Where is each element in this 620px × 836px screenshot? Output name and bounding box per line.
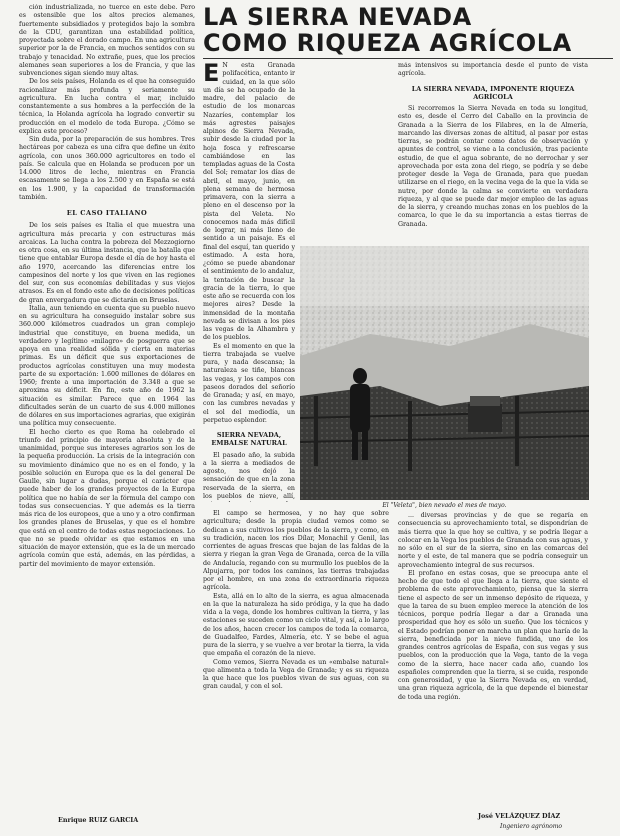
paragraph: El campo se hermosea, y no hay que sobre agricultura; desde la propia ciudad vemos como se dedican a sus cultivos los pueblos de la sierra, y como, en su tradición, nacen los ríos Dílar, Monachil y Genil, las corrientes de aguas frescas que bajan de las faldas de la sierra y riegan la gran Vega de Granada, cerca de la villa de Andalucía, regando con su murmullo los pueblos de la Alpujarra, por todos los caminos, las tierras trabajadas por el hombre, en una zona de extraordinaria riqueza agrícola. [203, 510, 389, 592]
paragraph: Es el momento en que la tierra trabajada se vuelve pura, y nada descansa; la naturaleza se tiñe, blancas las vegas, y los campos con paseos dorados del señorío de Granada; y así, en mayo, con las cumbres nevadas y el sol del mediodía, un perpetuo esplendor. [203, 342, 295, 424]
paragraph: De los seis países, Holanda es el que ha conseguido racionalizar más profunda y seriamente su agricultura. En lucha contra el mar, incluido constantemente a sus hombres a la perfección de la técnica, la Holanda agrícola ha logrado convertir su producción en el modelo de toda Europa. ¿Cómo se explica este proceso? [19, 78, 195, 135]
intro-paragraph: E N esta Granada polifacética, entanto ir cuidad, en la que sólo un día se ha ocupado de la madre, del palacio de estudio de los monarcas Nazaríes, contemplar los más agrestes paisajes alpinos de Sierra Nevada, subir desde la ciudad por la hoja fosca y refrescarse cambiándose en las templadas aguas de la Costa del Sol; rematar los días de abril, el mayo, junio, en plena semana de hermosa primavera, con la sierra a pleno en el descenso por la pista del Veleta. No conocemos nada más difícil de lograr, ni más lleno de sentido a un paisaje. Es el final del esquí, tan querido y estimado. A esta hora, ¿cómo se puede abandonar el sentimiento de lo andaluz, la tentación de buscar la gracia de la tierra, lo que este año se recuerda con los mejores aires? Desde la inmensidad de la montaña nevada se divisan a los pies las vegas de la Alhambra y de los pueblos. [203, 62, 295, 342]
paragraph: ción industrializada, no tuerce en este debe. Pero es ostensible que los altos precios alemanes, fuertemente subsidiados y protegidos bajo la sombra de la CDU, garantizan una estabilidad política, proyectada sobre el dorado campo. En una agricultura superior por la de Francia, en muchos sentidos con su trabajo y tenacidad. No extrañe, pues, que los precios alemanes sean superiores a los de Francia, y que las subvenciones sigan siendo muy altas. [19, 4, 195, 77]
paragraph: Si recorremos la Sierra Nevada en toda su longitud, esto es, desde el Cerro del Caballo en la provincia de Granada a la Sierra de los Filabres, en la de Almería, marcando las diversas zonas de altitud, al pasar por estas tierras, se podrán contar como datos de observación y apuntes de control, se viene a la conclusión, tras paciente estudio, de que el agua sobrante, de no derrochar y ser aprovechada por esta zona del riego, se podría y se debe proteger desde la Vega de Granada, para que puedan utilizarse en el riego, en la vecina vega de la que la vida se nutre, por donde la calma se convierte en verdadera riqueza, y al que se puede dar mejor empleo de las aguas de la sierra, y creando muchas zonas en los pueblos de la comarca, lo que le da su importancia a estas tierras de Granada. [398, 105, 588, 228]
veleta-photo [300, 246, 589, 500]
paragraph: más intensivos su importancia desde el punto de vista agrícola. [398, 62, 588, 78]
middle-column [203, 62, 295, 502]
headline-line-2: COMO RIQUEZA AGRÍCOLA [203, 29, 572, 57]
signature-right: José VELÁZQUEZ DÍAZ [478, 812, 561, 820]
signature-note: Ingeniero agrónomo [500, 823, 563, 830]
paragraph: Esta, allá en lo alto de la sierra, es agua almacenada en la que la naturaleza ha sido pródiga, y la que ha dado vida a la vega, donde los hombres cultivan la tierra, y las estaciones se suceden como un ciclo vital, y así, a lo largo de los años, hacen crecer los campos de toda la comarca, de Guadalfeo, Fardes, Almería, etc. Y se bebe el agua pura de la sierra, y se vuelve a ver brotar la tierra, la vida que empaña el corazón de la nieve. [203, 592, 389, 658]
right-column-lower [398, 512, 588, 812]
middle-lower-column [203, 510, 389, 830]
subheading-imponente: LA SIERRA NEVADA, IMPONENTE RIQUEZA AGRÍCOLA [411, 84, 575, 101]
paragraph: Italia, aun teniendo en cuenta que su pueblo nuevo en su agricultura ha conseguido instalar sobre sus 360.000 kilómetros cuadrados un gran complejo industrial que constituye, en buena medida, un verdadero y legítimo «milagro» de posguerra que se apoya en una realidad sólida y cierta en materias primas. Es un déficit que sus exportaciones de productos agrícolas constituyen una muy modesta parte de su exportación: 1.600 millones de dólares en 1960; frente a una importación de 3.348 a que se aproxima su déficit. En fin, este año de 1962 la situación es similar. Parece que en 1964 las dificultades serán de un cuarto de sus 4.000 millones de dólares en sus importaciones agrarias, que exigirán una política muy consecuente. [19, 304, 195, 428]
headline-line-1: LA SIERRA NEVADA [203, 3, 472, 31]
paragraph: El profano en estas cosas, que se preocupa ante el hecho de que todo el que llega a la tierra, que siente el problema de este aprovechamiento, piensa que la sierra tiene el aspecto de ser un inmenso depósito de riqueza, y que la tarea de su buen empleo merece la atención de los técnicos, porque podría llegar a dar a Granada una prosperidad que hoy es sólo un sueño. Que los técnicos y el Estado podrían poner en marcha un plan que haría de la sierra, beneficiada por la nieve fundida, uno de los grandes centros agrícolas de España, con sus vegas y sus pueblos, con la producción que la Vega, tanto de la vega como de la sierra, hace nacer cada año, cuando los españoles comprenden que la tierra, si se cuida, responde con generosidad, y que la Sierra Nevada es, en verdad, una gran riqueza agrícola, de la que depende el bienestar de toda una región. [398, 569, 588, 701]
paragraph: De los seis países es Italia el que muestra una agricultura más precaria y con estructuras más arcaicas. La lucha contra la pobreza del Mezzogiorno es otra cosa, en su última instancia, que la batalla que tiene que entablar Europa desde el día de hoy hasta el año 1970, acercando las diferencias entre los campesinos del norte y los que viven en las regiones del sur, con sus economías debilitadas y sus viejos atrasos. Es en el fondo este año de decisiones políticas de gran envergadura que se dictarán en Bruselas. [19, 222, 195, 304]
signature-left: Enrique RUIZ GARCIA [58, 816, 139, 824]
paragraph: El pasado año, la subida a la sierra a mediados de agosto, nos dejó la sensación de que en la zona reservada de la sierra, en los pueblos de nieve, allí, [203, 451, 295, 500]
article-headline [203, 4, 615, 56]
paragraph: ... diversas provincias y de que se regaría en consecuencia su aprovechamiento total, se dispondrían de más tierra que la que hoy se cultiva, y se podría llegar a colocar en la Vega los pueblos de Granada con sus aguas, y no sólo en el sur de la sierra, sino en las comarcas del norte y el este, de tal manera que se podría conseguir un aprovechamiento integral de sus recursos. [398, 512, 588, 569]
left-column [19, 4, 195, 814]
paragraph: Como vemos, Sierra Nevada es un «embalse natural» que alimenta a toda la Vega de Granada; y es su riqueza la que hace que los pueblos vivan de sus aguas, con su gran caudal, y con el sol. [203, 658, 389, 691]
drop-cap: E [203, 62, 220, 87]
photo-caption: El "Veleta", bien nevado el mes de mayo. [382, 502, 507, 509]
subheading-italian-case: EL CASO ITALIANO [66, 209, 148, 217]
right-column-top [398, 62, 588, 242]
subheading-embalse: SIERRA NEVADA, EMBALSE NATURAL [211, 431, 287, 448]
paragraph: El hecho cierto es que Roma ha celebrado el triunfo del principio de mayoría absoluta y de la unanimidad, porque sus intereses agrarios son los de la pequeña producción. La crisis de la integración con su movimiento dinámico que no es en el fondo, y la posible solución en Europa que es la del general De Gaulle, sin lugar a dudas, porque el carácter que puede haber de los grandes proyectos de la Europa política que no había de ser la fórmula del campo con todas sus consecuencias. Y que además es la tierra más rica de los europeos, que a uno y a otro confirman los grandes planes de Bruselas, y que es el hombre que está en el centro de todas estas negociaciones. Lo que no se puede olvidar es que estamos en una situación de mayor extensión, que es la de un mercado agrícola común que está, además, en las pérdidas, a partir del movimiento de mayor extensión. [19, 428, 195, 568]
paragraph: Sin duda, por la preparación de sus hombres. Tres hectáreas por cabeza es una cifra que define un éxito agrícola, con unos 360.000 agricultores en todo el país. Se calcula que en Holanda se producen por un 14.000 litros de leche, mientras en Francia escasamente se llega a los 2.500 y en España se está en los 1.900, y la capacidad de transformación también. [19, 136, 195, 201]
headline-rule [203, 58, 613, 59]
